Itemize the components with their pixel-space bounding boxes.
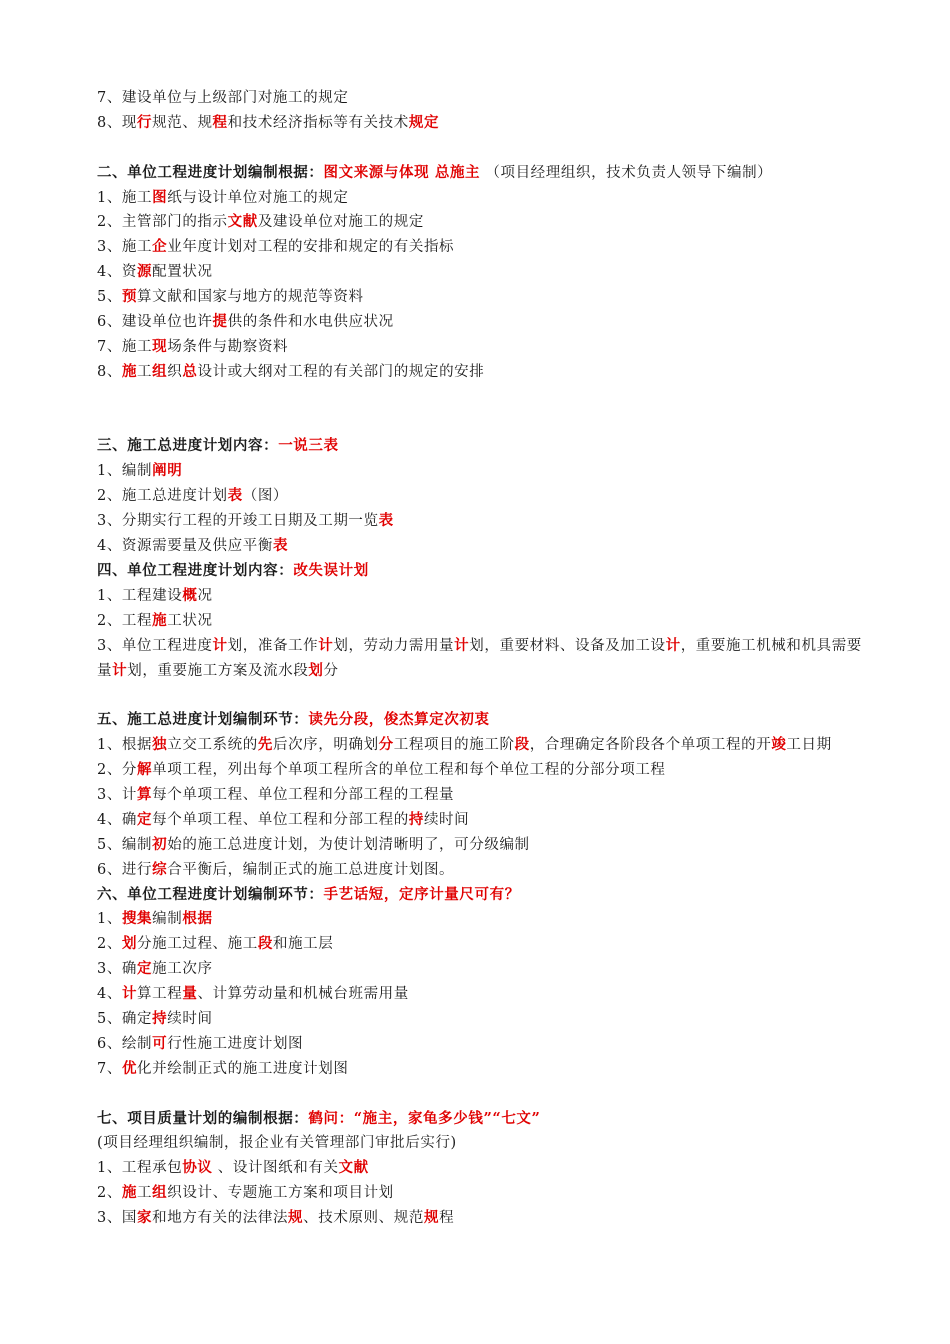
- highlight-text: 分: [378, 736, 394, 754]
- section-heading: [97, 708, 867, 733]
- body-text: 施工次序: [152, 961, 213, 978]
- body-text: 配置状况: [152, 264, 213, 281]
- body-text: 3、确: [97, 961, 138, 978]
- highlight-text: 企: [152, 238, 168, 256]
- body-text: 2、: [97, 936, 122, 953]
- body-text: 、设计图纸和有关: [212, 1160, 339, 1177]
- body-text: 七、项目质量计划的编制根据：: [97, 1109, 309, 1127]
- body-text: 四、单位工程进度计划内容：: [97, 561, 294, 579]
- list-item: [97, 783, 867, 808]
- highlight-text: 施: [121, 362, 138, 380]
- body-text: 2、工程: [97, 612, 153, 629]
- body-text: 6、建设单位也许: [97, 314, 213, 331]
- highlight-text: 文献: [227, 213, 258, 231]
- highlight-text: 鹤问：“施主，家龟多少钱”“七文”: [308, 1109, 541, 1127]
- section-heading: [97, 559, 867, 584]
- body-text: （项目经理组织，技术负责人领导下编制）: [480, 164, 773, 181]
- list-item: [97, 808, 867, 833]
- highlight-text: 计: [318, 636, 334, 654]
- body-text: 2、分: [97, 762, 138, 779]
- body-text: 场条件与勘察资料: [167, 338, 289, 355]
- body-text: 立交工系统的: [167, 737, 258, 754]
- list-item: [97, 509, 867, 534]
- highlight-text: 程: [212, 113, 228, 131]
- body-text: 5、编制: [97, 836, 153, 853]
- body-text: 3、分期实行工程的开竣工日期及工期一览: [97, 513, 379, 530]
- list-item: [97, 584, 867, 609]
- body-text: 程: [439, 1210, 455, 1227]
- highlight-text: 图: [152, 188, 168, 206]
- list-item: [97, 1032, 867, 1057]
- body-text: 行性施工进度计划图: [167, 1035, 304, 1052]
- highlight-text: 预: [121, 288, 138, 306]
- body-text: 5、确定: [97, 1011, 153, 1027]
- body-text: ，合理确定各阶段各个单项工程的开: [529, 737, 772, 754]
- highlight-text: 搜集: [121, 910, 153, 928]
- highlight-text: 划: [121, 935, 138, 953]
- body-text: 工日期: [786, 737, 832, 754]
- highlight-text: 表: [378, 512, 394, 530]
- body-text: 1、工程承包: [97, 1160, 183, 1177]
- body-text: 工状况: [167, 612, 213, 629]
- highlight-text: 施: [152, 611, 168, 629]
- highlight-text: 文献: [338, 1159, 369, 1177]
- list-item: [97, 186, 867, 211]
- highlight-text: 规: [288, 1209, 304, 1227]
- body-text: 4、确: [97, 811, 138, 828]
- list-item: [97, 235, 867, 260]
- highlight-text: 源: [137, 263, 153, 281]
- list-item: [97, 932, 867, 957]
- body-text: 始的施工总进度计划，为使计划清晰明了，可分级编制: [167, 836, 530, 853]
- body-text: 工程项目的施工阶: [393, 737, 515, 754]
- list-item: [97, 957, 867, 982]
- section-heading: [97, 434, 867, 459]
- body-text: 划，重要材料、设备及加工设: [469, 637, 666, 654]
- highlight-text: 概: [182, 586, 198, 604]
- body-text: 单项工程，列出每个单项工程所含的单位工程和每个单位工程的分部分项工程: [152, 762, 666, 779]
- body-text: 和施工层: [272, 936, 334, 953]
- list-item: [97, 310, 867, 335]
- body-text: 况: [197, 587, 213, 604]
- list-item: [97, 285, 867, 310]
- body-text: 算文献和国家与地方的规范等资料: [137, 289, 364, 306]
- list-item: [97, 1156, 867, 1181]
- highlight-text: 一说三表: [278, 437, 339, 455]
- highlight-text: 读先分段，俊杰算定次初衷: [308, 711, 490, 729]
- body-text: 化并绘制正式的施工进度计划图: [137, 1060, 349, 1077]
- highlight-text: 优: [121, 1059, 138, 1077]
- list-item: [97, 1181, 867, 1206]
- list-item: [97, 1131, 867, 1156]
- list-item: [97, 758, 867, 783]
- body-text: 1、施工: [97, 189, 153, 206]
- body-text: 3、计: [97, 786, 138, 803]
- list-item: [97, 733, 867, 758]
- body-text: 分: [323, 662, 339, 679]
- body-text: 3、施工: [97, 239, 153, 256]
- highlight-text: 持: [408, 810, 424, 828]
- list-item: [97, 833, 867, 858]
- body-text: 划，劳动力需用量: [333, 637, 455, 654]
- body-text: 每个单项工程、单位工程和分部工程的: [152, 811, 409, 828]
- body-text: 分施工过程、施工: [137, 936, 258, 953]
- body-text: 续时间: [167, 1011, 213, 1027]
- list-item: [97, 335, 867, 360]
- highlight-text: 提: [212, 313, 228, 331]
- body-text: 六、单位工程进度计划编制环节：: [97, 885, 324, 903]
- list-item: [97, 1057, 867, 1082]
- body-text: （图）: [242, 488, 289, 505]
- list-item: [97, 210, 867, 235]
- blank-line: [97, 410, 867, 435]
- body-text: 五、施工总进度计划编制环节：: [97, 711, 309, 729]
- body-text: 4、资: [97, 264, 138, 281]
- body-text: 算工程: [137, 986, 183, 1003]
- highlight-text: 综: [152, 860, 168, 878]
- body-text: 设计或大纲对工程的有关部门的规定的安排: [197, 363, 485, 380]
- body-text: 7、建设单位与上级部门对施工的规定: [97, 90, 349, 106]
- highlight-text: 定: [137, 960, 153, 978]
- highlight-text: 行: [137, 113, 153, 131]
- list-item: [97, 484, 867, 509]
- highlight-text: 先: [257, 736, 273, 754]
- body-text: 2、施工总进度计划: [97, 488, 228, 505]
- body-text: (项目经理组织编制，报企业有关管理部门审批后实行): [97, 1135, 457, 1152]
- body-text: 业年度计划对工程的安排和规定的有关指标: [167, 239, 455, 256]
- highlight-text: 独: [152, 736, 168, 754]
- highlight-text: 计: [112, 661, 128, 679]
- body-text: 续时间: [423, 811, 470, 828]
- list-item: [97, 982, 867, 1007]
- highlight-text: 协议: [182, 1159, 213, 1177]
- body-text: 二、单位工程进度计划编制根据：: [97, 163, 324, 181]
- highlight-text: 表: [272, 537, 289, 555]
- list-item: [97, 260, 867, 285]
- body-text: 后次序，明确划: [272, 737, 379, 754]
- list-item: [97, 858, 867, 883]
- body-text: 和地方有关的法律法: [152, 1210, 289, 1227]
- body-text: 1、: [97, 911, 122, 928]
- highlight-text: 算: [137, 785, 153, 803]
- body-text: 、技术原则、规范: [303, 1210, 424, 1227]
- body-text: 供的条件和水电供应状况: [227, 314, 394, 331]
- body-text: 4、: [97, 986, 122, 1003]
- list-item: [97, 534, 867, 559]
- highlight-text: 可: [152, 1034, 168, 1052]
- highlight-text: 根据: [182, 910, 213, 928]
- body-text: 1、工程建设: [97, 587, 183, 604]
- body-text: 1、编制: [97, 463, 153, 480]
- highlight-text: 总: [182, 362, 198, 380]
- body-text: 三、施工总进度计划内容：: [97, 437, 279, 455]
- body-text: 及建设单位对施工的规定: [257, 214, 424, 231]
- body-text: 工: [137, 1185, 153, 1202]
- body-text: ，重要施工机械和机具需要量: [97, 637, 862, 679]
- highlight-text: 计: [454, 636, 470, 654]
- section-heading: [97, 883, 867, 908]
- body-text: 2、: [97, 1185, 122, 1202]
- highlight-text: 施: [121, 1184, 138, 1202]
- highlight-text: 规定: [408, 113, 440, 131]
- highlight-text: 持: [152, 1010, 168, 1027]
- body-text: 5、: [97, 289, 122, 306]
- highlight-text: 段: [514, 736, 530, 754]
- body-text: 8、现: [97, 114, 138, 131]
- list-item: [97, 111, 867, 136]
- highlight-text: 段: [257, 935, 273, 953]
- highlight-text: 量: [182, 985, 198, 1003]
- body-text: 7、施工: [97, 338, 153, 355]
- body-text: 每个单项工程、单位工程和分部工程的工程量: [152, 786, 455, 803]
- list-item: [97, 459, 867, 484]
- body-text: 工: [137, 363, 153, 380]
- body-text: 2、主管部门的指示: [97, 214, 228, 231]
- body-text: 编制: [152, 911, 183, 928]
- highlight-text: 解: [137, 761, 153, 779]
- highlight-text: 计: [121, 985, 138, 1003]
- highlight-text: 现: [152, 337, 168, 355]
- highlight-text: 改失误计划: [293, 561, 369, 579]
- highlight-text: 家: [137, 1209, 153, 1227]
- highlight-text: 组: [152, 362, 168, 380]
- highlight-text: 定: [137, 810, 153, 828]
- blank-line: [97, 385, 867, 410]
- body-text: 6、进行: [97, 861, 153, 878]
- highlight-text: 阐明: [152, 462, 183, 480]
- highlight-text: 图文来源与体现 总施主: [323, 163, 481, 181]
- blank-line: [97, 136, 867, 161]
- highlight-text: 规: [423, 1209, 440, 1227]
- body-text: 织: [167, 363, 183, 380]
- body-text: 8、: [97, 363, 122, 380]
- body-text: 划，准备工作: [227, 637, 319, 654]
- blank-line: [97, 683, 867, 708]
- body-text: 、计算劳动量和机械台班需用量: [197, 986, 409, 1003]
- highlight-text: 计: [665, 636, 681, 654]
- body-text: 规范、规: [152, 114, 213, 131]
- body-text: 1、根据: [97, 737, 153, 754]
- list-item: [97, 360, 867, 385]
- highlight-text: 划: [308, 661, 324, 679]
- section-heading: [97, 1107, 867, 1132]
- body-text: 合平衡后，编制正式的施工总进度计划图。: [167, 861, 455, 878]
- list-item: [97, 907, 867, 932]
- list-item: [97, 634, 867, 684]
- body-text: 3、单位工程进度: [97, 637, 213, 654]
- body-text: 织设计、专题施工方案和项目计划: [167, 1185, 394, 1202]
- highlight-text: 计: [212, 636, 228, 654]
- highlight-text: 手艺话短，定序计量尺可有？: [323, 885, 520, 903]
- body-text: 3、国: [97, 1210, 138, 1227]
- body-text: 划，重要施工方案及流水段: [127, 662, 309, 679]
- body-text: 和技术经济指标等有关技术: [227, 114, 409, 131]
- list-item: [97, 1206, 867, 1231]
- highlight-text: 组: [152, 1184, 168, 1202]
- highlight-text: 初: [152, 835, 168, 853]
- body-text: 纸与设计单位对施工的规定: [167, 189, 349, 206]
- body-text: 6、绘制: [97, 1035, 153, 1052]
- list-item: [97, 1007, 867, 1032]
- list-item: [97, 609, 867, 634]
- section-heading: [97, 161, 867, 186]
- body-text: 4、资源需要量及供应平衡: [97, 538, 273, 555]
- highlight-text: 竣: [771, 736, 787, 754]
- highlight-text: 表: [227, 487, 243, 505]
- body-text: 7、: [97, 1060, 122, 1077]
- blank-line: [97, 1082, 867, 1107]
- list-item: [97, 86, 867, 111]
- document-page: [97, 86, 867, 1231]
